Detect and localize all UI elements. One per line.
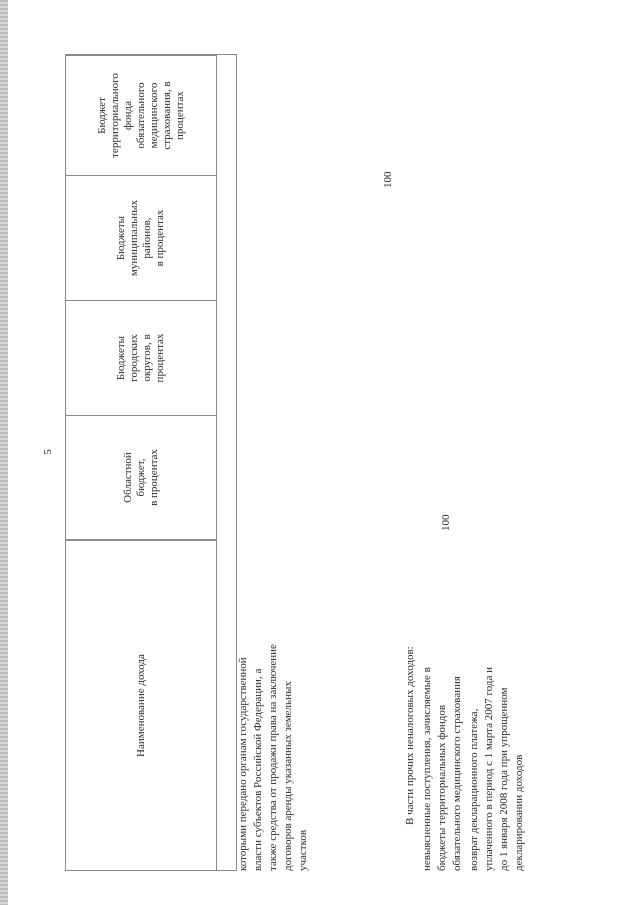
item-declaration-refund: возврат декларационного платежа, уплаченного в период с 1 марта 2007 года и до 1 января 2008 года при упрощенном декларировании доходов bbox=[468, 667, 525, 871]
item-unclassified-receipts-value: 100 bbox=[382, 171, 394, 188]
header-regional-budget-label: Областной бюджет, в процентах bbox=[121, 449, 160, 506]
header-territorial-fund-label: Бюджет территориального фонда обязательного медицинского страхования, в процентах bbox=[95, 73, 186, 158]
header-municipal-districts-label: Бюджеты муниципальных районов, в процентах bbox=[115, 199, 166, 277]
section-title: В части прочих неналоговых доходов: bbox=[404, 646, 416, 825]
header-city-districts bbox=[66, 300, 216, 415]
rotated-page bbox=[20, 40, 620, 885]
header-municipal-districts bbox=[66, 175, 216, 300]
header-territorial-fund bbox=[66, 55, 216, 175]
income-table bbox=[65, 54, 237, 871]
scan-edge bbox=[0, 0, 8, 905]
header-income-name-label: Наименование дохода bbox=[134, 654, 147, 757]
page-number: 5 bbox=[42, 449, 54, 455]
item-declaration-refund-value: 100 bbox=[440, 514, 452, 531]
continuation-text: которыми передано органам государственной власти субъектов Российской Федерации, а также средства от продажи права на заключение договоров аренды указанных земельных участков bbox=[237, 644, 309, 871]
header-divider bbox=[216, 55, 217, 870]
header-city-districts-label: Бюджеты городских округов, в процентах bbox=[115, 333, 166, 383]
header-income-name bbox=[66, 540, 216, 870]
item-unclassified-receipts: невыясненные поступления, зачисляемые в бюджеты территориальных фондов обязательного медицинского страхования bbox=[421, 667, 463, 871]
header-regional-budget bbox=[66, 415, 216, 540]
